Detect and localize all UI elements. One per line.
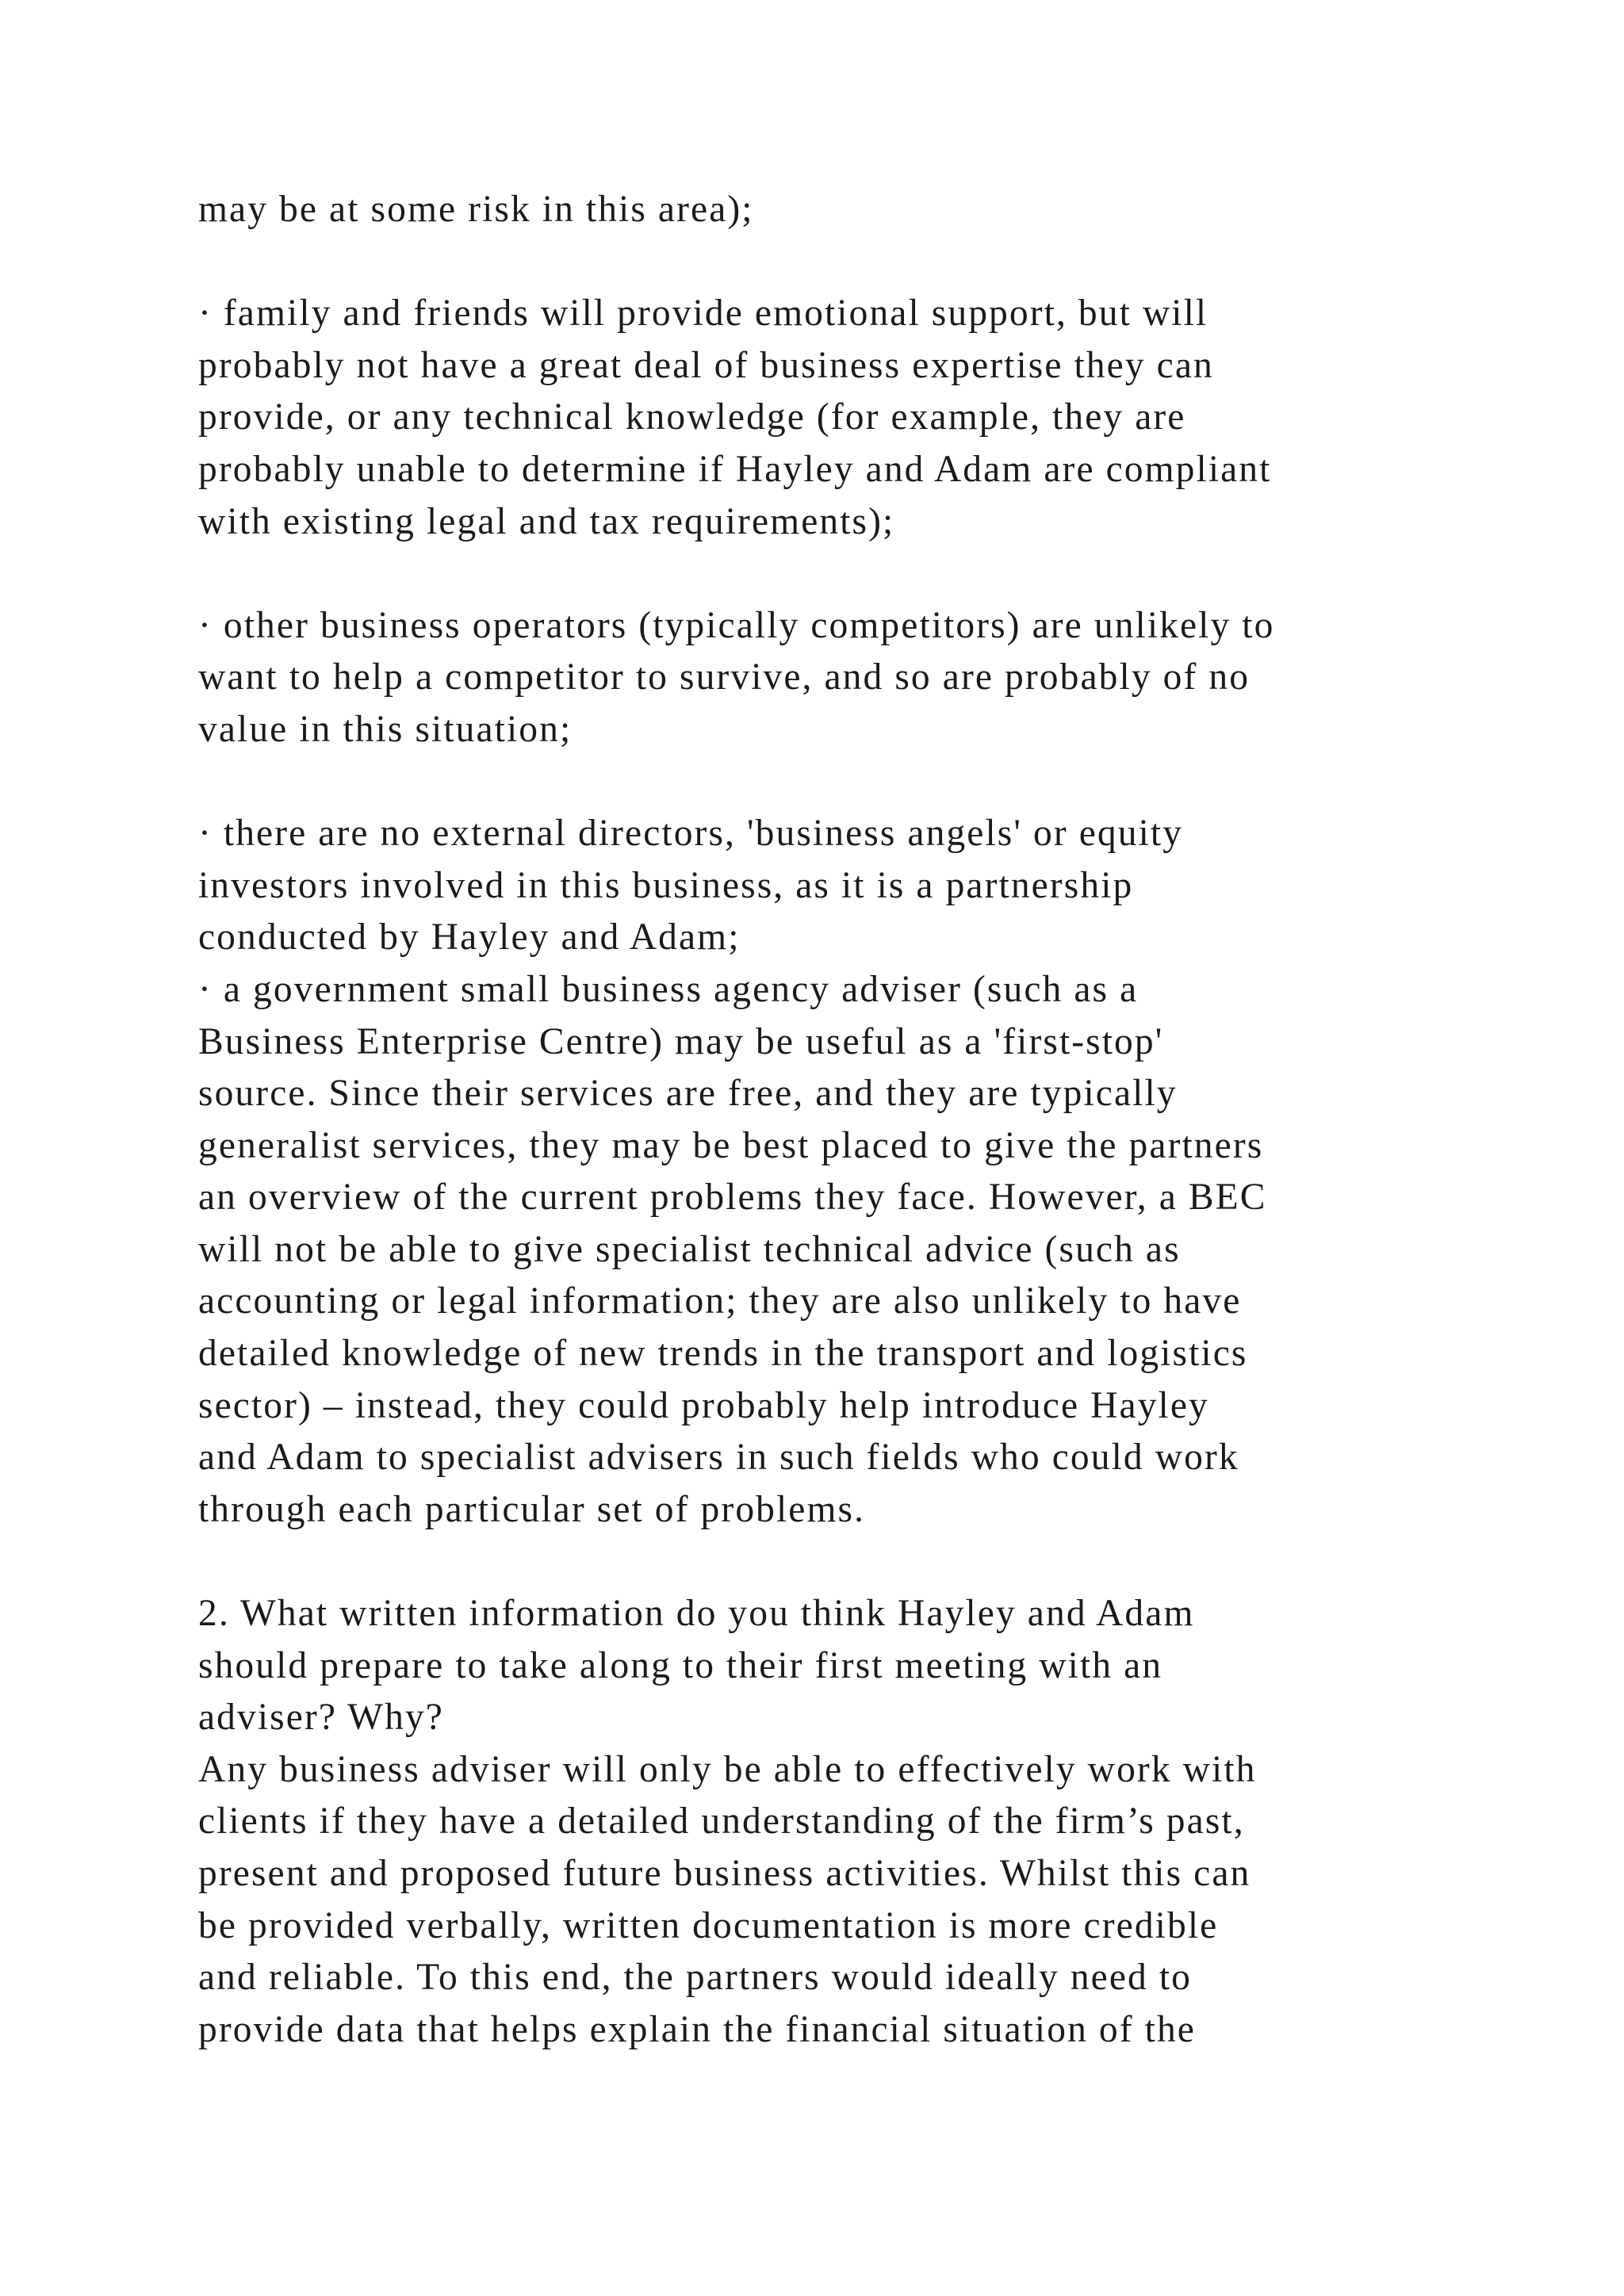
text-line: be provided verbally, written documentation is more credible	[198, 1904, 1219, 1946]
text-line: · family and friends will provide emotional support, but will	[198, 293, 1208, 335]
text-line: sector) – instead, they could probably help introduce Hayley	[198, 1384, 1209, 1426]
text-line: present and proposed future business activities. Whilst this can	[198, 1853, 1251, 1894]
text-line: provide data that helps explain the financial situation of the	[198, 2008, 1196, 2050]
text-line: generalist services, they may be best placed to give the partners	[198, 1124, 1264, 1166]
text-line: · there are no external directors, 'business angels' or equity	[198, 813, 1184, 855]
text-line: investors involved in this business, as it is a partnership	[198, 864, 1134, 906]
text-line: Any business adviser will only be able to effectively work with	[198, 1748, 1257, 1790]
text-line: may be at some risk in this area);	[198, 189, 754, 230]
text-line: probably not have a great deal of business expertise they can	[198, 344, 1214, 386]
text-line: want to help a competitor to survive, and so are probably of no	[198, 656, 1251, 698]
text-line: · a government small business agency adviser (such as a	[198, 968, 1139, 1010]
text-line: detailed knowledge of new trends in the transport and logistics	[198, 1333, 1248, 1375]
text-line: clients if they have a detailed understanding of the firm’s past,	[198, 1800, 1245, 1843]
text-line: · other business operators (typically competitors) are unlikely to	[198, 604, 1275, 646]
question-line: 2. What written information do you think Hayley and Adam	[198, 1593, 1195, 1635]
text-line: accounting or legal information; they are also unlikely to have	[198, 1280, 1242, 1322]
text-line: provide, or any technical knowledge (for example, they are	[198, 396, 1186, 438]
blank-line	[198, 756, 1515, 809]
document-body	[198, 184, 1515, 2056]
question-line: should prepare to take along to their first meeting with an	[198, 1644, 1163, 1686]
text-line: and reliable. To this end, the partners would ideally need to	[198, 1957, 1193, 1999]
text-line: value in this situation;	[198, 708, 573, 750]
question-line: adviser? Why?	[198, 1697, 444, 1739]
text-line: Business Enterprise Centre) may be useful as a 'first-stop'	[198, 1020, 1164, 1062]
text-line: conducted by Hayley and Adam;	[198, 916, 741, 959]
text-line: through each particular set of problems.	[198, 1488, 866, 1530]
text-line: will not be able to give specialist technical advice (such as	[198, 1228, 1181, 1270]
text-line: and Adam to specialist advisers in such fields who could work	[198, 1437, 1239, 1479]
text-line: an overview of the current problems they face. However, a BEC	[198, 1177, 1267, 1219]
blank-line	[198, 1536, 1515, 1588]
blank-line	[198, 236, 1515, 289]
text-line: probably unable to determine if Hayley and Adam are compliant	[198, 448, 1272, 490]
text-line: source. Since their services are free, and they are typically	[198, 1073, 1178, 1115]
blank-line	[198, 548, 1515, 600]
text-line: with existing legal and tax requirements);	[198, 500, 895, 542]
